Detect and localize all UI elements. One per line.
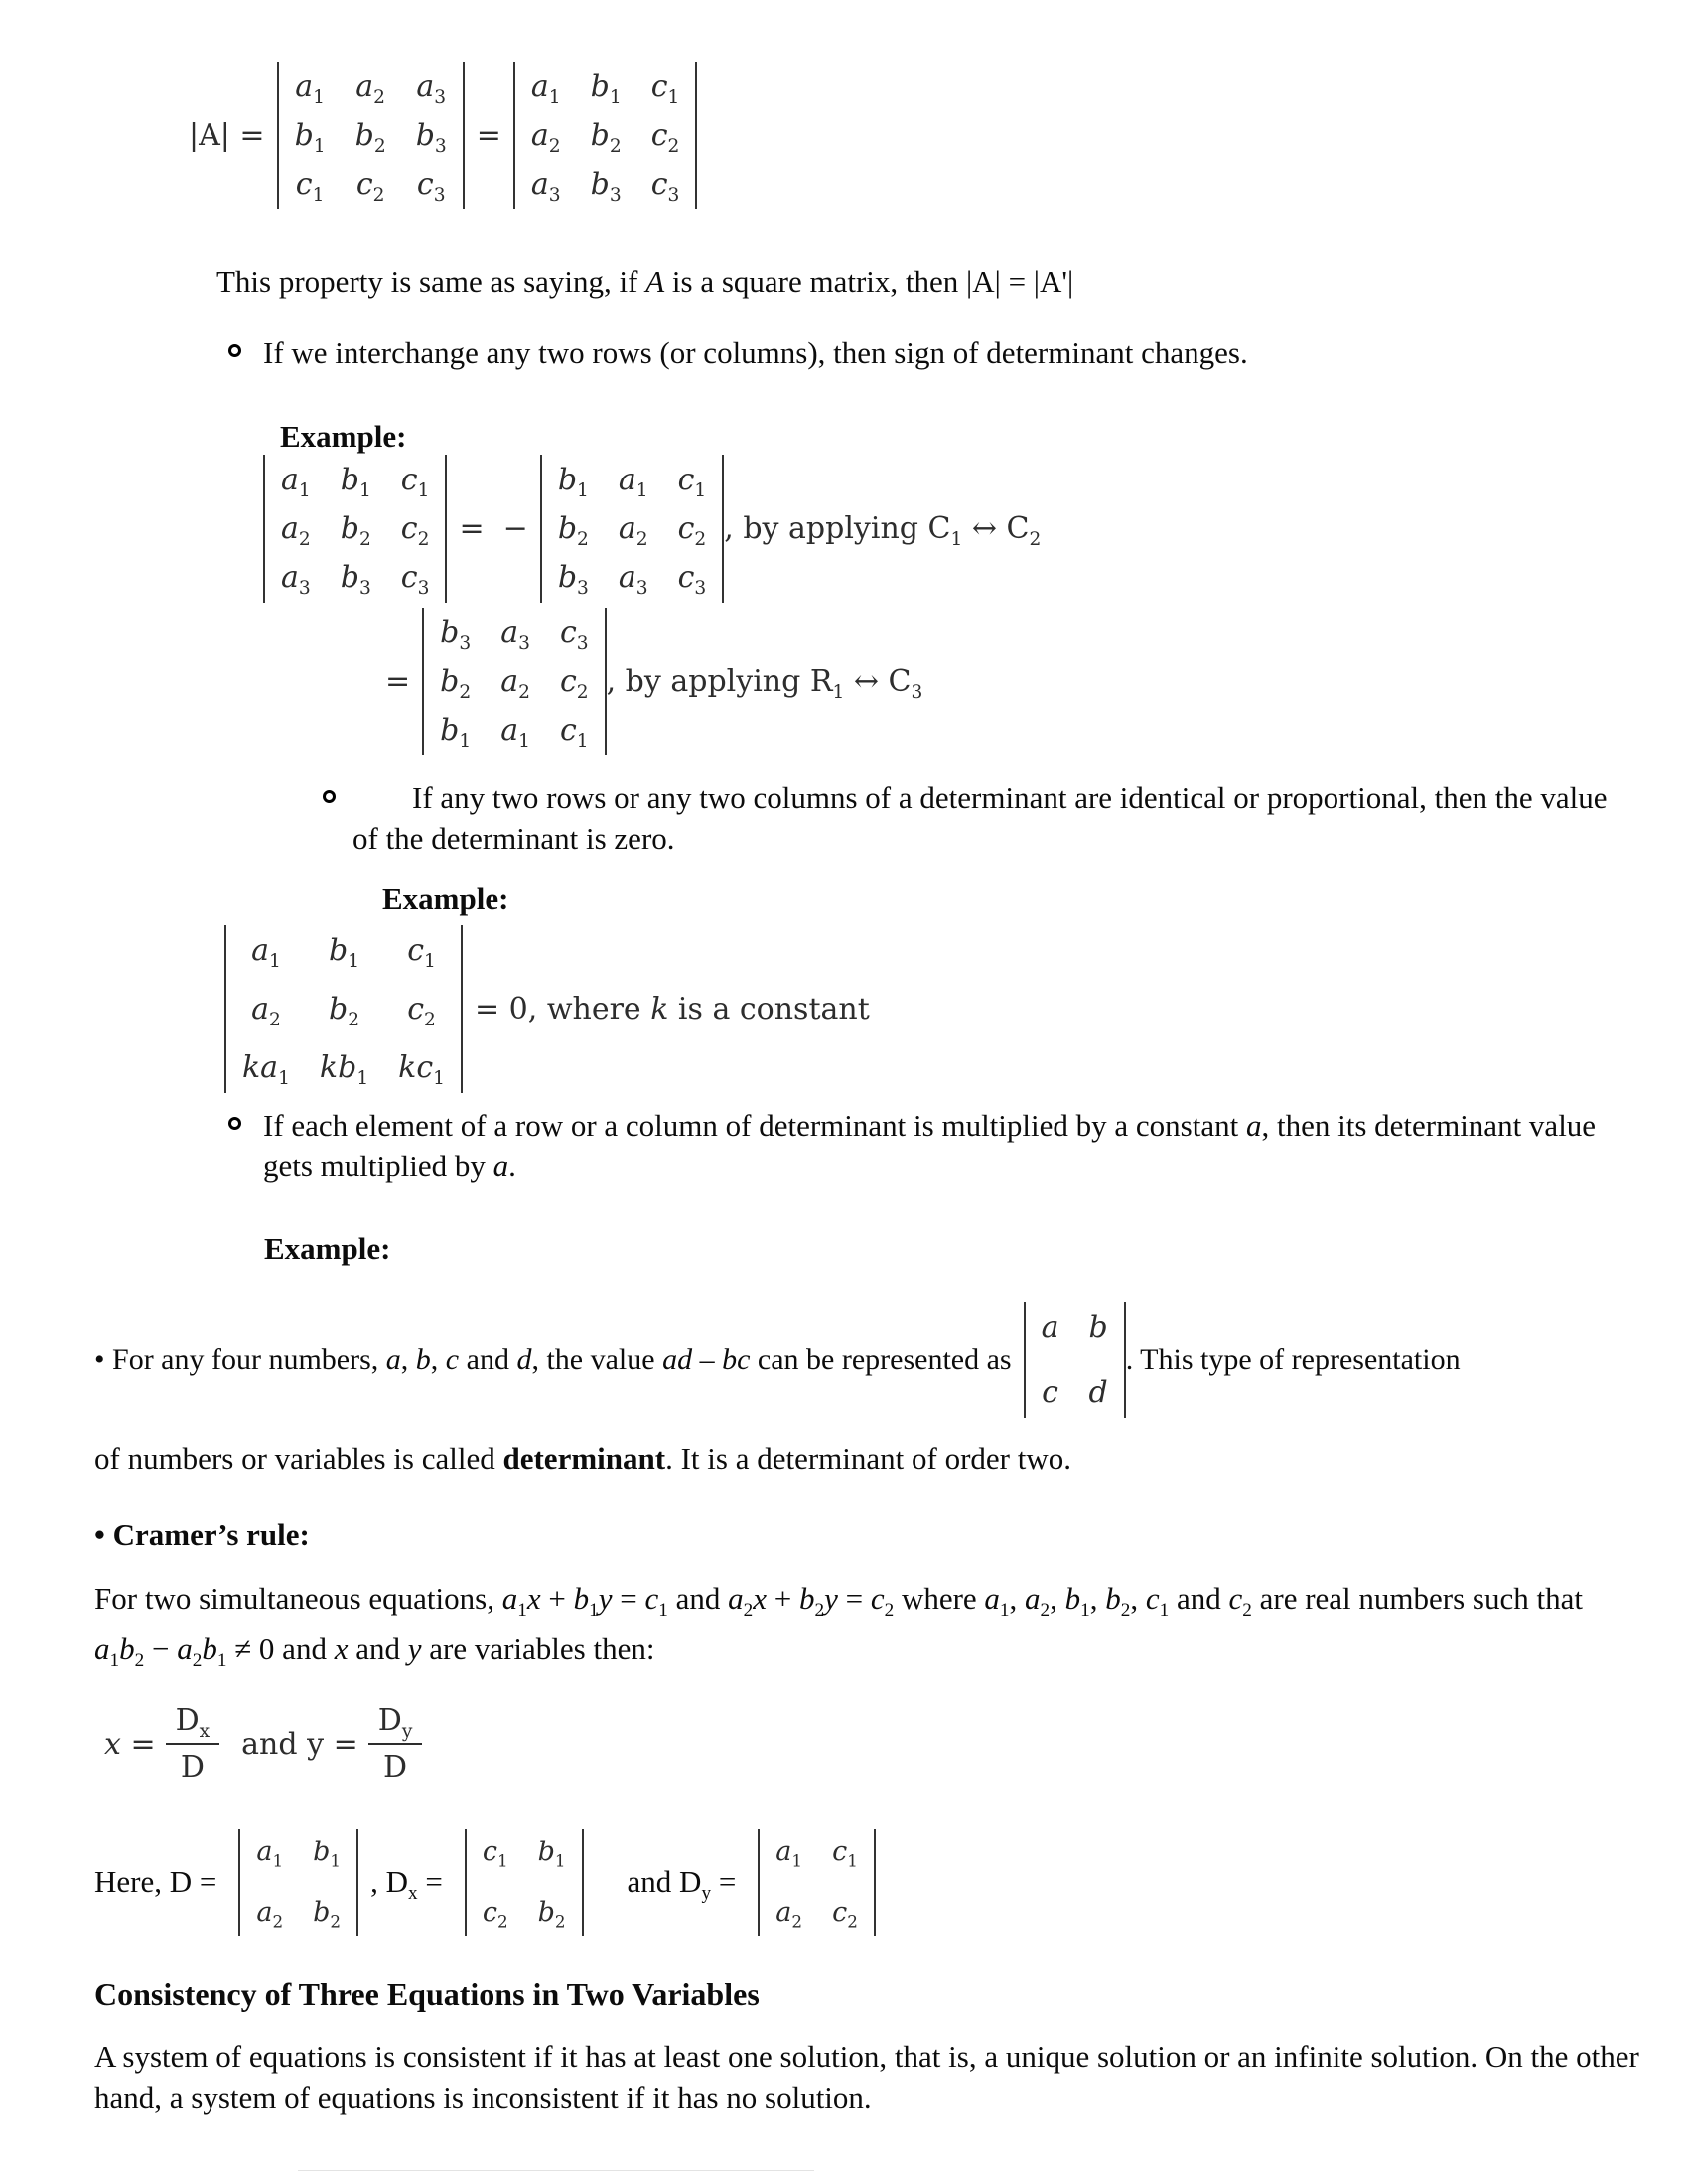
matrix-cell: $a_2$ bbox=[500, 664, 530, 703]
equals-sign: = bbox=[385, 664, 411, 699]
matrix-cell: $c_3$ bbox=[416, 167, 446, 205]
matrix-cell: $c_3$ bbox=[650, 167, 680, 205]
matrix-cell: $b_1$ bbox=[537, 1837, 566, 1871]
matrix-cell: $b_2$ bbox=[440, 664, 472, 703]
cramers-rule-heading: • Cramer’s rule: bbox=[94, 1517, 310, 1552]
bullet-multiply-text: If each element of a row or a column of determinant is multiplied by a constant a, then its determinant value gets multiplied by a. bbox=[263, 1108, 1597, 1183]
bullet-identical-text: If any two rows or any two columns of a determinant are identical or proportional, then the value of the determinant is zero. bbox=[352, 780, 1608, 856]
matrix-cell: $c_2$ bbox=[677, 511, 707, 550]
matrix-cell: c bbox=[1042, 1375, 1058, 1410]
property-paragraph: This property is same as saying, if A is a square matrix, then |A| = |A'| bbox=[216, 264, 1074, 299]
matrix-cell: $c_2$ bbox=[407, 992, 436, 1030]
four-numbers-paragraph bbox=[94, 1302, 1673, 1480]
matrix-cell: $b_2$ bbox=[557, 511, 589, 550]
determinant-matrix bbox=[513, 62, 697, 209]
bullet-multiply bbox=[228, 1106, 1604, 1187]
matrix-cell: $c_2$ bbox=[355, 167, 385, 205]
matrix-cell: $c_1$ bbox=[677, 463, 707, 501]
and-y-equals: and y = bbox=[241, 1726, 358, 1762]
equals-sign: = bbox=[476, 118, 501, 153]
matrix-cell: $c_2$ bbox=[559, 664, 589, 703]
determinant-dy bbox=[758, 1829, 876, 1936]
example-heading-1: Example: bbox=[280, 419, 407, 454]
bullet-interchange bbox=[228, 334, 1638, 374]
note-row-swap: , by applying $R_1$ ↔ $C_3$ bbox=[606, 664, 923, 703]
fraction-numerator: $D_x$ bbox=[166, 1704, 220, 1745]
matrix-cell: $c_1$ bbox=[295, 167, 325, 205]
note-column-swap: , by applying $C_1$ ↔ $C_2$ bbox=[724, 511, 1042, 550]
relation-sign: = − bbox=[459, 511, 528, 546]
matrix-cell: $c_3$ bbox=[677, 560, 707, 599]
here-lead: Here, D = bbox=[94, 1863, 217, 1899]
matrix-cell: $c_1$ bbox=[482, 1837, 508, 1871]
matrix-cell: $a_3$ bbox=[618, 560, 648, 599]
fraction-denominator: D bbox=[180, 1750, 205, 1785]
matrix-cell: $b_2$ bbox=[313, 1897, 342, 1932]
fraction-denominator: D bbox=[383, 1750, 408, 1785]
matrix-cell: $b_3$ bbox=[440, 615, 472, 654]
matrix-cell: $c_3$ bbox=[400, 560, 430, 599]
transpose-formula bbox=[189, 62, 697, 209]
matrix-cell: $c_3$ bbox=[559, 615, 589, 654]
matrix-cell: $c_2$ bbox=[482, 1897, 508, 1932]
consistency-paragraph: A system of equations is consistent if it has at least one solution, that is, a unique solution or an infinite solution. On the other hand, a system of equations is inconsistent if it has no solution. bbox=[94, 2039, 1639, 2115]
here-sep-dy: and $D_y$ = bbox=[627, 1863, 737, 1904]
circle-bullet-icon bbox=[228, 1117, 241, 1130]
matrix-cell: $c_1$ bbox=[559, 713, 589, 751]
matrix-cell: $b_1$ bbox=[557, 463, 589, 501]
determinant-dx bbox=[465, 1829, 584, 1936]
four-numbers-before: • For any four numbers, a, b, c and d, the value ad – bc can be represented as bbox=[94, 1343, 1012, 1377]
matrix-cell: $a_2$ bbox=[256, 1897, 284, 1932]
matrix-cell: $a_2$ bbox=[618, 511, 648, 550]
matrix-cell: $a_1$ bbox=[281, 463, 311, 501]
matrix-cell: $b_1$ bbox=[313, 1837, 342, 1871]
example-heading-2: Example: bbox=[382, 882, 509, 916]
fraction-dx-over-d bbox=[166, 1704, 220, 1785]
matrix-cell: $a_1$ bbox=[295, 69, 325, 108]
matrix-cell: $b_2$ bbox=[590, 118, 622, 157]
matrix-cell: $a_3$ bbox=[416, 69, 447, 108]
determinant-matrix bbox=[224, 925, 463, 1093]
matrix-cell: $b_1$ bbox=[440, 713, 472, 751]
example-interchange-line2 bbox=[385, 608, 922, 755]
matrix-cell: $kc_1$ bbox=[398, 1050, 445, 1089]
matrix-cell: $a_2$ bbox=[281, 511, 311, 550]
formula-lhs: |A| = bbox=[189, 118, 265, 153]
example-interchange-line1 bbox=[263, 455, 1041, 603]
example-heading-3: Example: bbox=[264, 1231, 391, 1266]
scan-artifact-line bbox=[298, 2170, 814, 2171]
matrix-cell: $c_2$ bbox=[650, 118, 680, 157]
circle-bullet-icon bbox=[228, 344, 241, 357]
matrix-cell: $a_3$ bbox=[281, 560, 311, 599]
determinant-2x2 bbox=[1024, 1302, 1126, 1418]
matrix-cell: $c_1$ bbox=[400, 463, 430, 501]
matrix-cell: $a_1$ bbox=[256, 1837, 284, 1871]
cramers-rule-paragraph: For two simultaneous equations, $a_1x + b_1y = c_1$ and $a_2x + b_2y = c_2$ where $a_1$, $a_2$, $b_1$, $b_2$, $c_1$ and $c_2$ are real numbers such that $a_1b_2 - a_2b_1 \ne 0$ and x and y are variables then: bbox=[94, 1581, 1583, 1672]
matrix-cell: $b_3$ bbox=[340, 560, 371, 599]
matrix-cell: $a_1$ bbox=[251, 933, 281, 972]
matrix-cell: b bbox=[1088, 1310, 1108, 1345]
fraction-formula bbox=[104, 1704, 432, 1785]
consistency-heading: Consistency of Three Equations in Two Variables bbox=[94, 1977, 760, 2012]
matrix-cell: $a_1$ bbox=[618, 463, 648, 501]
circle-bullet-icon bbox=[323, 790, 336, 803]
x-equals: x = bbox=[104, 1726, 156, 1762]
fraction-dy-over-d bbox=[368, 1704, 423, 1785]
determinant-matrix bbox=[277, 62, 465, 209]
matrix-cell: $b_3$ bbox=[557, 560, 589, 599]
matrix-cell: $b_1$ bbox=[329, 933, 360, 972]
determinant-matrix bbox=[422, 608, 606, 755]
determinant-matrix bbox=[540, 455, 724, 603]
matrix-cell: $b_3$ bbox=[415, 118, 447, 157]
matrix-cell: $a_1$ bbox=[530, 69, 561, 108]
matrix-cell: $b_1$ bbox=[590, 69, 622, 108]
matrix-cell: $a_3$ bbox=[530, 167, 561, 205]
matrix-cell: $c_1$ bbox=[650, 69, 680, 108]
matrix-cell: $a_3$ bbox=[500, 615, 530, 654]
bullet-identical bbox=[323, 778, 1643, 860]
bullet-interchange-text: If we interchange any two rows (or columns), then sign of determinant changes. bbox=[263, 336, 1248, 370]
example-zero-formula bbox=[224, 925, 870, 1093]
matrix-cell: $ka_1$ bbox=[242, 1050, 290, 1089]
matrix-cell: $a_1$ bbox=[500, 713, 530, 751]
matrix-cell: $b_1$ bbox=[294, 118, 326, 157]
matrix-cell: $c_2$ bbox=[832, 1897, 858, 1932]
matrix-cell: $kb_1$ bbox=[319, 1050, 369, 1089]
matrix-cell: $a_2$ bbox=[530, 118, 561, 157]
matrix-cell: $c_2$ bbox=[400, 511, 430, 550]
matrix-cell: $b_1$ bbox=[340, 463, 371, 501]
determinant-matrix bbox=[263, 455, 447, 603]
matrix-cell: $a_1$ bbox=[775, 1837, 803, 1871]
matrix-cell: $c_1$ bbox=[407, 933, 436, 972]
matrix-cell: $b_2$ bbox=[354, 118, 386, 157]
matrix-cell: $c_1$ bbox=[832, 1837, 858, 1871]
four-numbers-line2: of numbers or variables is called determinant. It is a determinant of order two. bbox=[94, 1441, 1071, 1476]
matrix-cell: $a_2$ bbox=[775, 1897, 803, 1932]
matrix-cell: $a_2$ bbox=[355, 69, 386, 108]
note-zero-constant: = 0, where k is a constant bbox=[474, 992, 870, 1026]
four-numbers-after: . This type of representation bbox=[1125, 1343, 1461, 1377]
matrix-cell: a bbox=[1041, 1310, 1059, 1345]
here-d-formula bbox=[94, 1829, 876, 1936]
matrix-cell: $b_2$ bbox=[329, 992, 360, 1030]
matrix-cell: d bbox=[1088, 1375, 1108, 1410]
fraction-numerator: $D_y$ bbox=[368, 1704, 423, 1745]
matrix-cell: $b_3$ bbox=[590, 167, 622, 205]
matrix-cell: $b_2$ bbox=[537, 1897, 566, 1932]
here-sep-dx: , $D_x$ = bbox=[370, 1863, 443, 1904]
matrix-cell: $a_2$ bbox=[251, 992, 281, 1030]
determinant-d bbox=[238, 1829, 358, 1936]
matrix-cell: $b_2$ bbox=[340, 511, 371, 550]
